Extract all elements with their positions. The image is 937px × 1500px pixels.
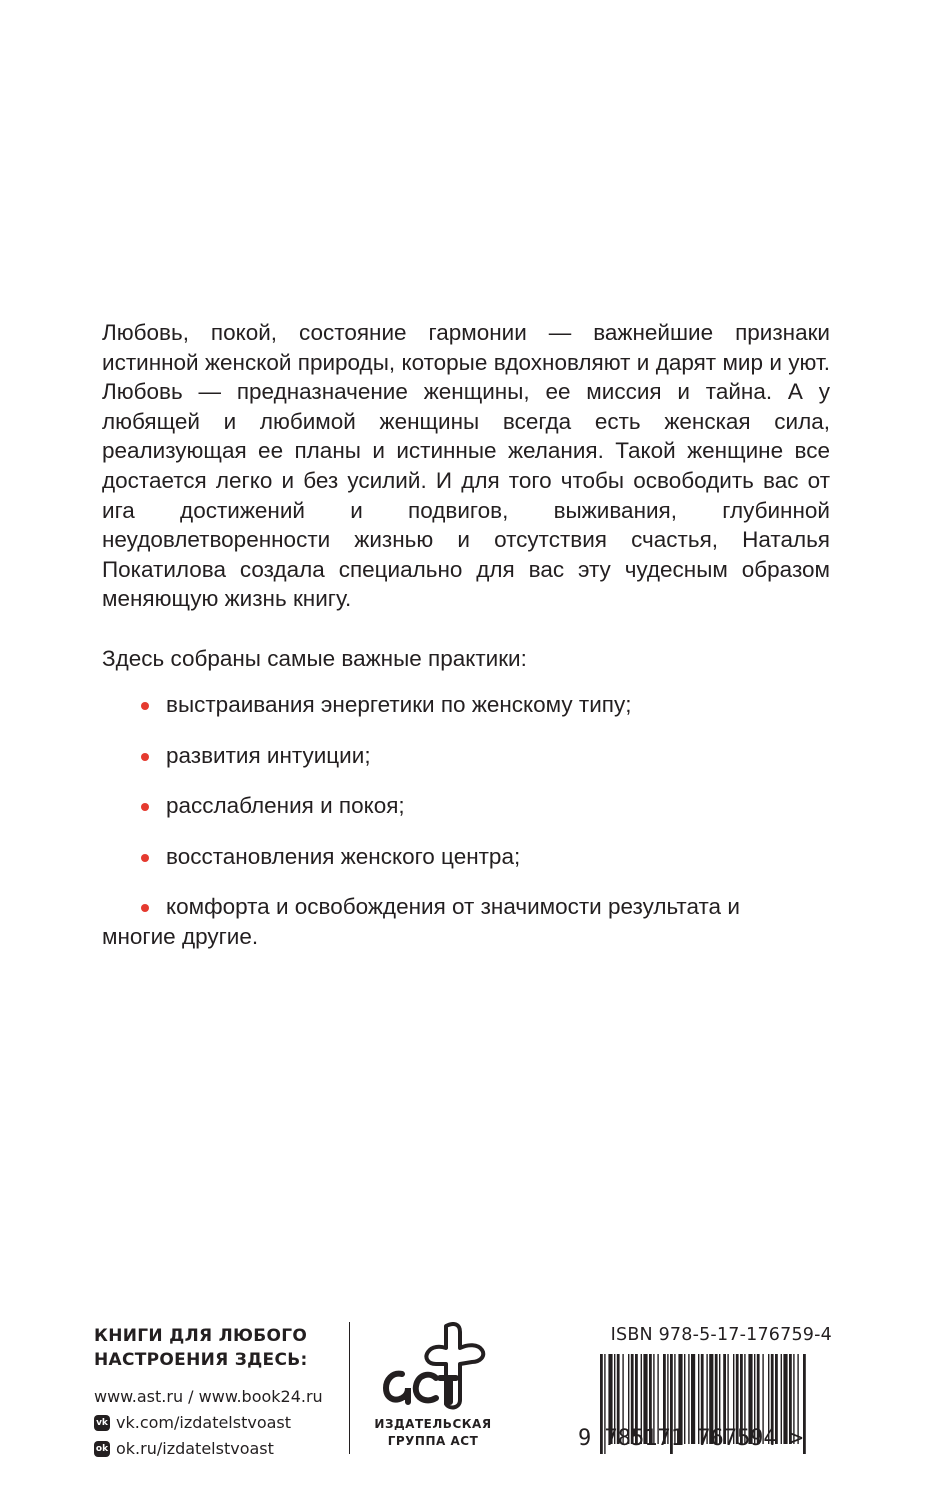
footer-divider <box>349 1322 350 1454</box>
bullet-dot-icon <box>141 803 149 811</box>
practices-intro: Здесь собраны самые важные практики: <box>102 646 527 671</box>
list-item-text: расслабления и покоя; <box>166 793 405 819</box>
list-item <box>102 892 838 951</box>
list-item <box>138 842 838 872</box>
ok-url: ok.ru/izdatelstvoast <box>116 1439 274 1458</box>
practices-list <box>102 690 838 973</box>
list-item <box>138 791 838 821</box>
bullet-dot-icon <box>141 702 149 710</box>
publisher-logo-block <box>372 1322 502 1457</box>
links-list <box>94 1384 344 1462</box>
odnoklassniki-icon: ok <box>94 1441 110 1457</box>
bullet-dot-icon <box>141 854 149 862</box>
promo-line: КНИГИ ДЛЯ ЛЮБОГО <box>94 1326 308 1346</box>
vk-url: vk.com/izdatelstvoast <box>116 1413 292 1432</box>
barcode-bar <box>803 1354 806 1454</box>
list-item <box>138 690 838 720</box>
isbn-barcode-block <box>578 1324 834 1451</box>
list-item <box>138 741 838 771</box>
barcode-digits: 9 785171 767594 > <box>578 1426 804 1451</box>
websites-link[interactable] <box>94 1384 344 1410</box>
websites-text: www.ast.ru / www.book24.ru <box>94 1387 323 1406</box>
publisher-line: ИЗДАТЕЛЬСКАЯ <box>374 1417 492 1431</box>
ok-link[interactable] <box>94 1436 344 1462</box>
isbn-number: ISBN 978-5-17-176759-4 <box>610 1325 832 1345</box>
publisher-name <box>372 1416 494 1450</box>
vk-icon: vk <box>94 1415 110 1431</box>
publisher-line: ГРУППА АСТ <box>387 1434 479 1448</box>
ast-logo-icon <box>380 1322 490 1414</box>
annotation-text: Любовь, покой, состояние гармонии — важнейшие признаки истинной женской природы, которые вдохновляют и дарят мир и уют. Любовь — предназначение женщины, ее миссия и тайна. А у любящей и любимой женщины всегда есть женская сила, реализующая ее планы и истинные желания. Такой женщине все достается легко и без усилий. И для того чтобы освободить вас от ига достижений и подвигов, выживания, глубинной неудовлетворенности жизнью и отсутствия счастья, Наталья Покатилова создала специально для вас эту чудесным образом меняющую жизнь книгу. <box>102 320 830 612</box>
list-item-text: комфорта и освобождения от значимости результата и многие другие. <box>102 894 740 949</box>
promo-heading <box>94 1324 344 1372</box>
promo-line: НАСТРОЕНИЯ ЗДЕСЬ: <box>94 1350 308 1370</box>
list-item-text: восстановления женского центра; <box>166 843 521 869</box>
bullet-dot-icon <box>141 753 149 761</box>
list-item-text: развития интуиции; <box>166 742 371 768</box>
footer-links-block <box>94 1324 344 1462</box>
vk-link[interactable] <box>94 1410 344 1436</box>
list-item-text: выстраивания энергетики по женскому типу; <box>166 692 632 717</box>
